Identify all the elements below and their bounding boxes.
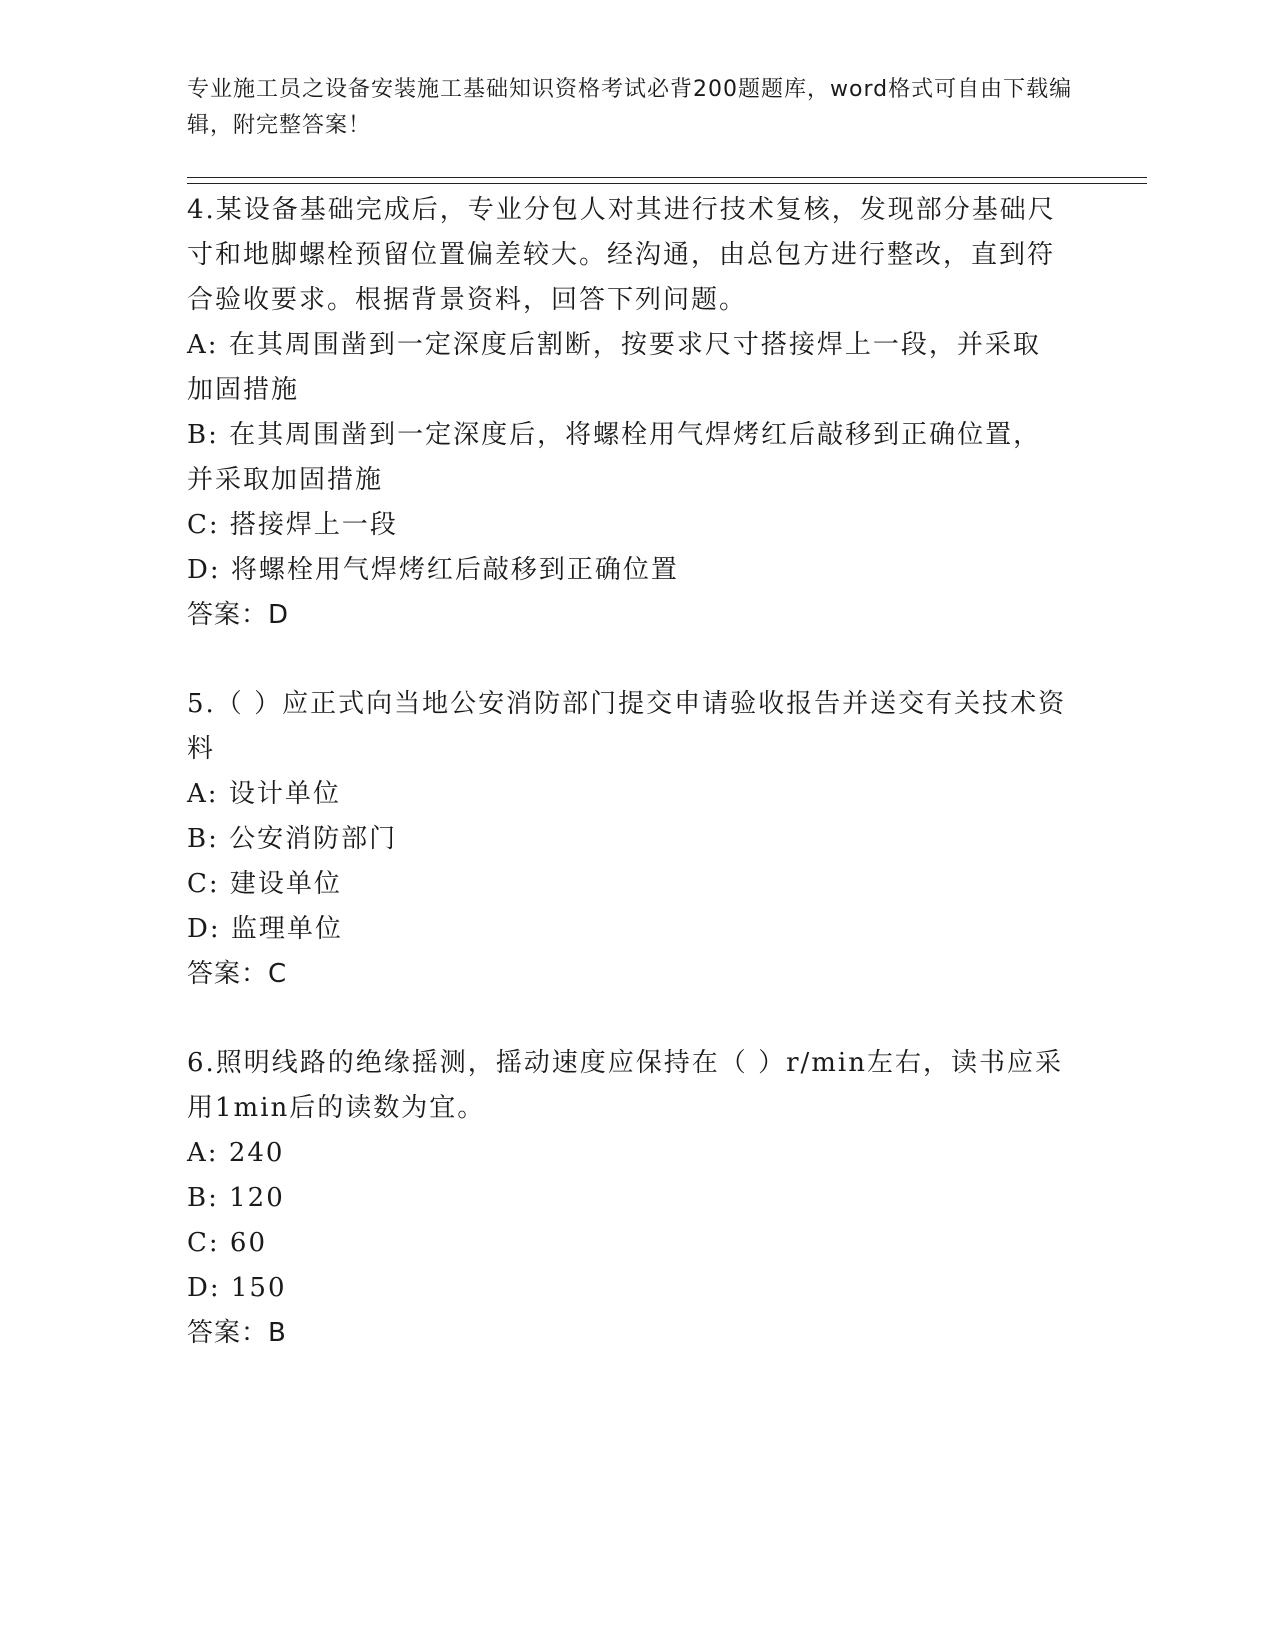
answer-line: 答案：B [187, 1318, 287, 1348]
option-text: 监理单位 [230, 914, 343, 944]
option-a [187, 1131, 1067, 1176]
question-stem: 6.照明线路的绝缘摇测，摇动速度应保持在（ ）r/min左右，读书应采用1min后的读数为宜。 [187, 1048, 1063, 1123]
option-c [187, 1221, 1067, 1266]
document-header: 专业施工员之设备安装施工基础知识资格考试必背200题题库，word格式可自由下载编辑，附完整答案！ [187, 77, 1073, 138]
option-c [187, 862, 1067, 907]
answer-line: 答案：D [187, 600, 290, 630]
option-text: 将螺栓用气焊烤红后敲移到正确位置 [230, 555, 679, 585]
question-5 [187, 682, 1067, 997]
header-rule-top [187, 177, 1147, 178]
option-text: 公安消防部门 [229, 824, 398, 854]
option-text: 120 [229, 1183, 285, 1213]
option-text: 搭接焊上一段 [229, 510, 398, 540]
option-label: D: [187, 914, 221, 944]
option-text: 150 [230, 1273, 287, 1303]
option-d [187, 907, 1067, 952]
option-label: C: [187, 510, 220, 540]
option-label: D: [187, 1273, 221, 1303]
option-b [187, 1176, 1067, 1221]
header-rule-bottom [187, 183, 1147, 184]
option-label: A: [187, 330, 219, 360]
question-6 [187, 1041, 1067, 1356]
question-list [187, 188, 1067, 1356]
option-label: A: [187, 779, 219, 809]
option-c [187, 503, 1067, 548]
option-d [187, 548, 1067, 593]
question-stem: 5.（ ）应正式向当地公安消防部门提交申请验收报告并送交有关技术资料 [187, 689, 1067, 764]
question-4 [187, 188, 1067, 638]
option-label: C: [187, 869, 220, 899]
option-a [187, 323, 1067, 413]
option-text: 在其周围凿到一定深度后，将螺栓用气焊烤红后敲移到正确位置，并采取加固措施 [187, 420, 1042, 495]
option-text: 建设单位 [229, 869, 342, 899]
option-label: D: [187, 555, 221, 585]
option-text: 240 [228, 1138, 285, 1168]
option-label: B: [187, 1183, 219, 1213]
answer-line: 答案：C [187, 959, 288, 989]
option-b [187, 413, 1067, 503]
option-label: C: [187, 1228, 220, 1258]
option-text: 设计单位 [228, 779, 341, 809]
option-label: B: [187, 420, 219, 450]
option-d [187, 1266, 1067, 1311]
question-stem: 4.某设备基础完成后，专业分包人对其进行技术复核，发现部分基础尺寸和地脚螺栓预留位置偏差较大。经沟通，由总包方进行整改，直到符合验收要求。根据背景资料，回答下列问题。 [187, 195, 1056, 315]
option-b [187, 817, 1067, 862]
option-label: A: [187, 1138, 219, 1168]
option-text: 在其周围凿到一定深度后割断，按要求尺寸搭接焊上一段，并采取加固措施 [187, 330, 1041, 405]
option-a [187, 772, 1067, 817]
option-label: B: [187, 824, 219, 854]
option-text: 60 [229, 1228, 268, 1258]
